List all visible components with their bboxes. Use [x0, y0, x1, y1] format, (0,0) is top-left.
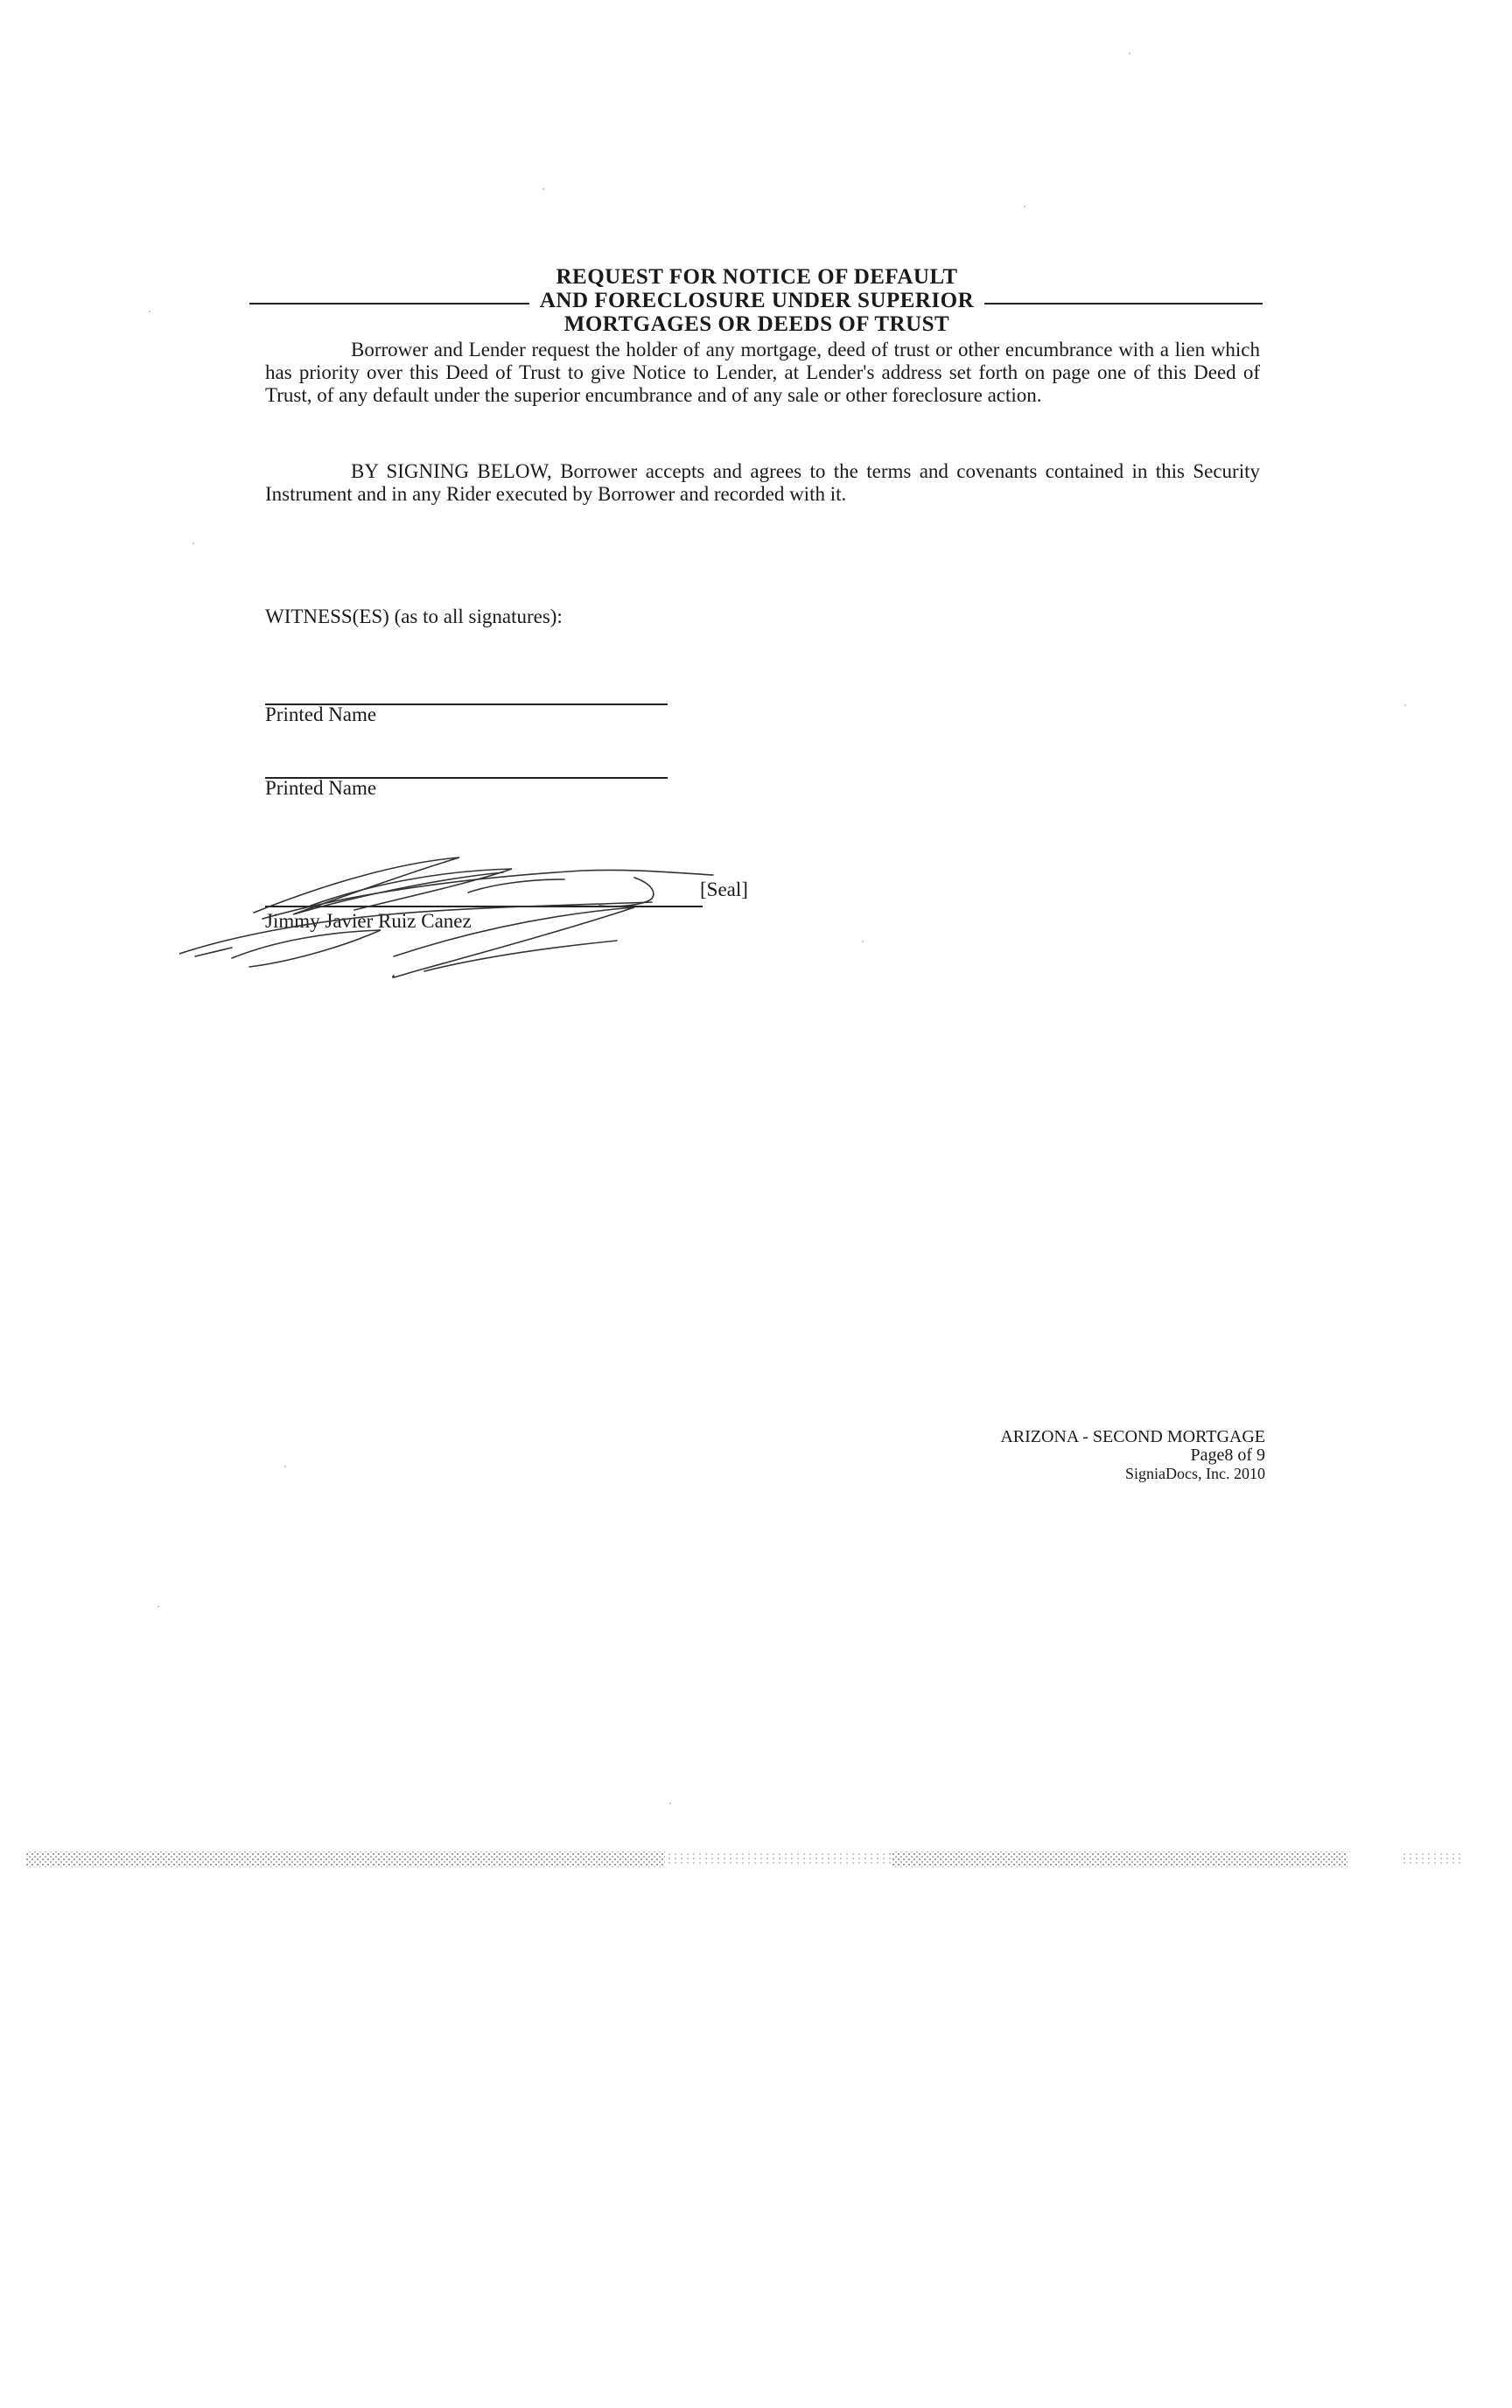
- form-title: ARIZONA - SECOND MORTGAGE: [1000, 1427, 1265, 1446]
- form-footer: [1000, 1428, 1265, 1483]
- seal-label: [Seal]: [700, 878, 748, 900]
- scan-speck: [1404, 704, 1406, 706]
- printed-name-label-1: Printed Name: [265, 704, 377, 725]
- scan-speck: [284, 1466, 286, 1467]
- handwritten-signature: [179, 844, 809, 993]
- publisher-credit: SigniaDocs, Inc. 2010: [1125, 1465, 1265, 1482]
- borrower-name: Jimmy Javier Ruiz Canez: [265, 910, 472, 932]
- signing-paragraph: BY SIGNING BELOW, Borrower accepts and agrees to the terms and covenants contained in this Security Instrument and in any Rider executed by Borrower and recorded with it.: [265, 460, 1260, 505]
- request-paragraph: Borrower and Lender request the holder of any mortgage, deed of trust or other encumbrance with a lien which has priority over this Deed of Trust to give Notice to Lender, at Lender's address set forth on page one of this Deed of Trust, of any default under the superior encumbrance and of any sale or other foreclosure action.: [265, 339, 1260, 406]
- scan-speck: [1129, 52, 1130, 54]
- scan-speck: [158, 1606, 159, 1607]
- page-number: Page8 of 9: [1190, 1446, 1265, 1465]
- scan-noise-band: [0, 1848, 1512, 1871]
- witness-label: WITNESS(ES) (as to all signatures):: [265, 606, 563, 627]
- scan-speck: [669, 1802, 671, 1804]
- scan-speck: [149, 311, 150, 312]
- heading-line-1: REQUEST FOR NOTICE OF DEFAULT: [556, 265, 958, 289]
- heading-rule-right: [984, 303, 1263, 304]
- heading-line-2: AND FORECLOSURE UNDER SUPERIOR: [539, 289, 975, 312]
- scan-speck: [1024, 206, 1026, 207]
- scan-speck: [192, 542, 194, 544]
- heading-line-3: MORTGAGES OR DEEDS OF TRUST: [564, 312, 950, 336]
- printed-name-label-2: Printed Name: [265, 777, 377, 799]
- scan-speck: [542, 188, 544, 190]
- scan-speck: [862, 941, 864, 942]
